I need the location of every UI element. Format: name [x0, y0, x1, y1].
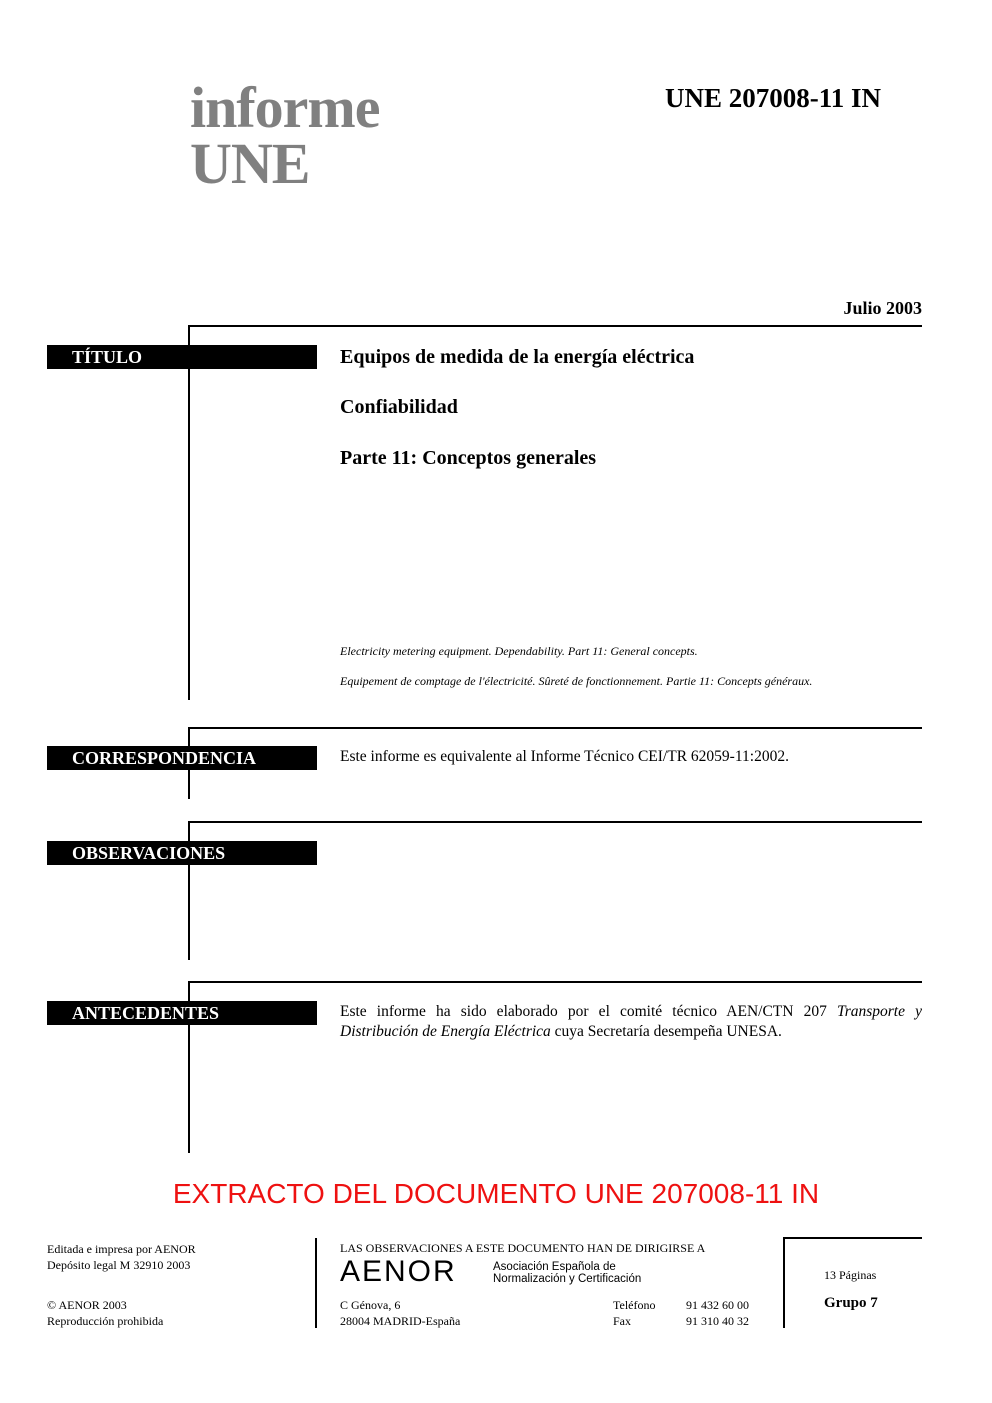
- title-line-3: Parte 11: Conceptos generales: [340, 447, 597, 469]
- correspondencia-label: CORRESPONDENCIA: [47, 746, 317, 770]
- antecedentes-top-rule: [188, 981, 922, 983]
- publication-date: Julio 2003: [843, 298, 922, 318]
- observaciones-label: OBSERVACIONES: [47, 841, 317, 865]
- antecedentes-text-part2: cuya Secretaría desempeña UNESA.: [550, 1023, 782, 1040]
- footer-edition-info: [47, 1241, 196, 1273]
- page-count: 13 Páginas: [824, 1268, 877, 1282]
- aenor-assoc-line1: Asociación Española de: [493, 1261, 616, 1273]
- footer-address: [340, 1297, 460, 1329]
- title-line-1: Equipos de medida de la energía eléctrica: [340, 346, 695, 368]
- address-street: C Génova, 6: [340, 1298, 401, 1312]
- footer-divider-right: [783, 1238, 785, 1328]
- title-line-2: Confiabilidad: [340, 396, 458, 418]
- titulo-top-rule: [188, 325, 922, 327]
- logo-line-informe: informe: [190, 75, 380, 140]
- price-group: Grupo 7: [824, 1295, 878, 1311]
- antecedentes-text-part1: Este informe ha sido elaborado por el comité técnico AEN/CTN 207: [340, 1003, 837, 1020]
- antecedentes-committee-name: Transporte y Distribución de Energía Eléctrica: [340, 1003, 922, 1040]
- footer-copyright: © AENOR 2003: [47, 1298, 127, 1312]
- footer-contact-values: [686, 1297, 749, 1329]
- aenor-assoc-line2: Normalización y Certificación: [493, 1273, 642, 1285]
- antecedentes-text: [340, 1002, 922, 1042]
- observaciones-top-rule: [188, 821, 922, 823]
- footer-contact-labels: [613, 1297, 655, 1329]
- title-english: Electricity metering equipment. Dependability. Part 11: General concepts.: [340, 644, 698, 658]
- footer-edited: Editada e impresa por AENOR: [47, 1242, 196, 1256]
- informe-une-logo: [190, 75, 380, 196]
- correspondencia-top-rule: [188, 727, 922, 729]
- document-number: UNE 207008-11 IN: [665, 83, 882, 113]
- aenor-association-name: [493, 1261, 641, 1285]
- title-french: Equipement de comptage de l'électricité. Sûreté de fonctionnement. Partie 11: Concepts généraux.: [340, 674, 813, 688]
- correspondencia-text: Este informe es equivalente al Informe Técnico CEI/TR 62059-11:2002.: [340, 748, 789, 765]
- fax-label: Fax: [613, 1314, 631, 1328]
- logo-line-une: UNE: [190, 131, 310, 196]
- footer-reproduction: Reproducción prohibida: [47, 1314, 164, 1328]
- address-city: 28004 MADRID-España: [340, 1314, 461, 1328]
- phone-label: Teléfono: [613, 1298, 656, 1312]
- footer-copyright-info: [47, 1297, 163, 1329]
- footer-box-top-rule: [783, 1237, 922, 1239]
- footer-observations-note: LAS OBSERVACIONES A ESTE DOCUMENTO HAN DE DIRIGIRSE A: [340, 1241, 706, 1255]
- extract-watermark: EXTRACTO DEL DOCUMENTO UNE 207008-11 IN: [172, 1178, 820, 1209]
- phone-number: 91 432 60 00: [686, 1298, 749, 1312]
- footer-deposit: Depósito legal M 32910 2003: [47, 1258, 191, 1272]
- titulo-vertical-rule: [188, 325, 190, 700]
- footer-divider-left: [315, 1238, 317, 1328]
- fax-number: 91 310 40 32: [686, 1314, 749, 1328]
- antecedentes-label: ANTECEDENTES: [47, 1001, 317, 1025]
- aenor-logo: AENOR: [340, 1255, 457, 1288]
- titulo-label: TÍTULO: [47, 345, 317, 369]
